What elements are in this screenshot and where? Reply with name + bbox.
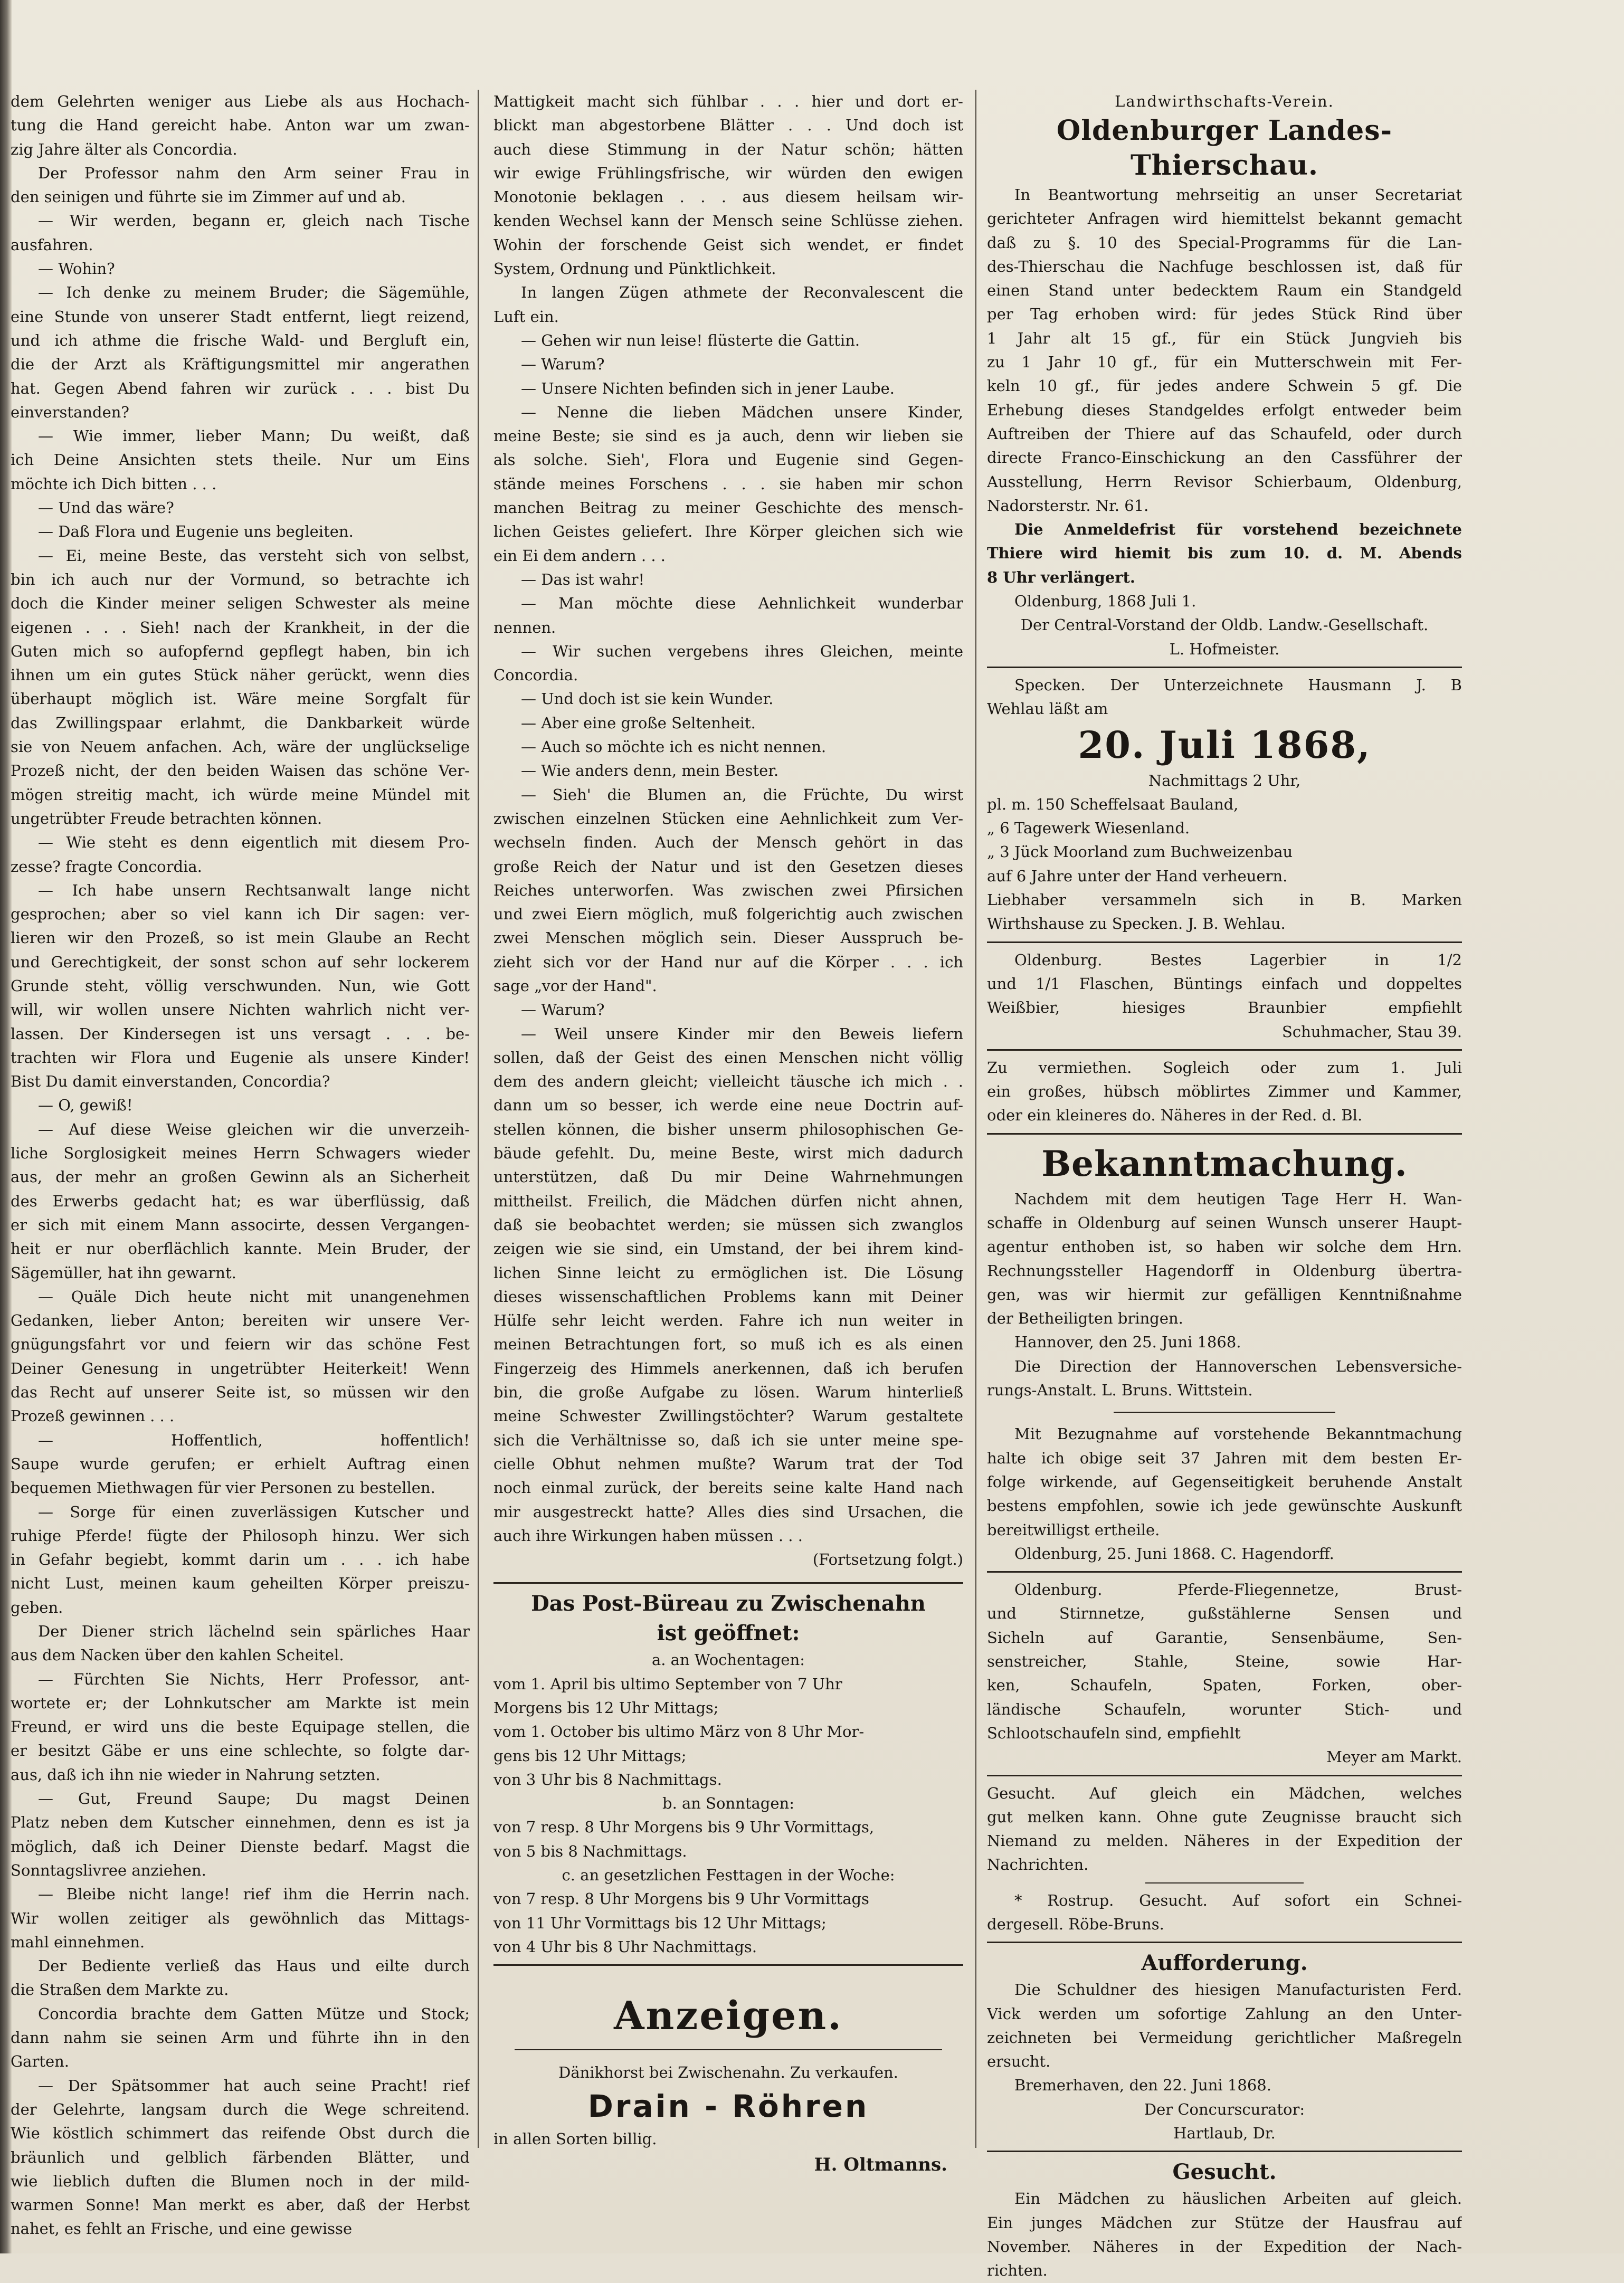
story-line: dem Gelehrten weniger aus Liebe als aus Hochach- <box>11 92 470 110</box>
story-line: in Gefahr begiebt, kommt darin um . . . ich habe <box>11 1550 470 1569</box>
story-line: — Und doch ist sie kein Wunder. <box>521 690 774 708</box>
story-line: Fingerzeig des Himmels anerkennen, daß ich berufen <box>493 1359 963 1377</box>
anzeigen-rule <box>515 2049 942 2050</box>
ad-line: ken, Schaufeln, Spaten, Forken, ober- <box>987 1676 1462 1695</box>
story-line: der Gelehrte, langsam durch die Wege schreitend. <box>11 2100 470 2118</box>
story-line: die der Arzt als Kräftigungsmittel mir angerathen <box>11 355 470 374</box>
post-office-notice <box>493 1589 963 1959</box>
story-line: nennen. <box>493 618 556 636</box>
story-line: bräunlich und gelblich färbenden Blätter, und <box>11 2148 470 2166</box>
story-line: und zwei Eiern möglich, muß folgerichtig auch zwischen <box>493 905 963 924</box>
story-line: — Ei, meine Beste, das versteht sich von selbst, <box>38 546 470 565</box>
story-line: dem des andern gleicht; vielleicht täusche ich mich . . <box>493 1072 963 1091</box>
wehlau-date: 20. Juli 1868, <box>1078 722 1371 767</box>
story-line: Garten. <box>11 2052 70 2071</box>
story-line: lassen. Der Kindersegen ist uns versagt . . . be- <box>11 1024 470 1043</box>
ad-line: Ausstellung, Herrn Revisor Schierbaum, Oldenburg, <box>987 472 1462 491</box>
ad-line: senstreicher, Stahle, Steine, sowie Har- <box>987 1652 1462 1671</box>
story-line: — Ich denke zu meinem Bruder; die Sägemühle, <box>38 283 470 302</box>
ad-line: keln 10 gf., für jedes andere Schwein 5 gf. Die <box>987 377 1462 395</box>
story-line: wir ewige Frühlingsfrische, wir würden den ewigen <box>493 164 963 182</box>
story-line: auch diese Stimmung in der Natur schön; hätten <box>493 140 963 158</box>
ad-line: Sicheln auf Garantie, Sensenbäume, Sen- <box>987 1628 1462 1647</box>
story-line: meinen Betrachtungen fort, so muß ich es als einen <box>493 1335 963 1354</box>
story-line: ein Ei dem andern . . . <box>493 546 666 565</box>
story-line: ungetrübter Freude betrachten können. <box>11 809 322 827</box>
story-line: — Warum? <box>521 355 605 374</box>
bekannt-title: Bekanntmachung. <box>1041 1143 1408 1184</box>
story-line: — Bleibe nicht lange! rief ihm die Herrin nach. <box>38 1885 470 1904</box>
ad-line: Erhebung dieses Standgeldes erfolgt entweder beim <box>987 401 1462 419</box>
thierschau-date: Oldenburg, 1868 Juli 1. <box>1014 592 1196 611</box>
column-2-story <box>493 90 963 1572</box>
ad-line: agentur enthoben ist, so haben wir solche dem Hrn. <box>987 1238 1462 1256</box>
post-a-lines <box>493 1672 963 1792</box>
story-line: zesse? fragte Concordia. <box>11 857 202 876</box>
ad-line: Die Direction der Hannoverschen Lebensversiche- <box>1014 1357 1462 1375</box>
ad-line: Hannover, den 25. Juni 1868. <box>1014 1333 1241 1352</box>
post-line: von 5 bis 8 Nachmittags. <box>493 1842 687 1860</box>
post-sub-c: c. an gesetzlichen Festtagen in der Woche: <box>562 1866 895 1885</box>
story-line: Deiner Genesung in ungetrübter Heiterkeit! Wenn <box>11 1359 470 1377</box>
rule-after-wehlau <box>987 941 1462 943</box>
story-line: wechseln finden. Auch der Mensch gehört in das <box>493 833 963 852</box>
ad-line: oder ein kleineres do. Näheres in der Red. d. Bl. <box>987 1106 1363 1125</box>
story-line: — Das ist wahr! <box>521 570 645 588</box>
ad-line: Bremerhaven, den 22. Juni 1868. <box>1014 2076 1271 2095</box>
ad-line: Der Concurscurator: <box>1144 2100 1305 2118</box>
ad-line: Niemand zu melden. Näheres in der Expedition der <box>987 1832 1462 1850</box>
thierschau-title: Oldenburger Landes-Thierschau. <box>1056 115 1393 182</box>
story-line: — Quäle Dich heute nicht mit unangenehmen <box>38 1287 470 1306</box>
story-line: cielle Obhut nehmen mußte? Warum trat der Tod <box>493 1454 963 1473</box>
story-line: Grunde steht, völlig verschwunden. Nun, wie Gott <box>11 976 470 995</box>
ad-line: auf 6 Jahre unter der Hand verheuern. <box>987 867 1288 885</box>
story-line: — Wir suchen vergebens ihres Gleichen, meinte <box>521 642 963 660</box>
ad-line: directe Franco-Einschickung an den Cassführer der <box>987 449 1462 467</box>
story-line: — Man möchte diese Aehnlichkeit wunderbar <box>521 594 963 613</box>
story-line: — Daß Flora und Eugenie uns begleiten. <box>38 522 354 541</box>
ad-line: daß zu §. 10 des Special-Programms für die Lan- <box>987 233 1462 252</box>
story-line: aus dem Nacken über den kahlen Scheitel. <box>11 1646 344 1664</box>
story-line: das Zwillingspaar erlahmt, die Dankbarkeit würde <box>11 714 470 732</box>
ad-line: halte ich obige seit 37 Jahren mit dem besten Er- <box>987 1449 1462 1467</box>
story-line: — Wohin? <box>38 260 115 278</box>
story-line: — Warum? <box>521 1001 605 1019</box>
thierschau-sign2: L. Hofmeister. <box>1169 640 1280 658</box>
story-line: bäude gefehlt. Du, meine Beste, wirst mich dadurch <box>493 1144 963 1163</box>
story-line: daß sie beobachtet werden; sie müssen sich zwanglos <box>493 1215 963 1234</box>
thierschau-body <box>987 183 1462 518</box>
story-line: Wohin der forschende Geist sich wendet, er findet <box>493 235 963 254</box>
ad-line: Mit Bezugnahme auf vorstehende Bekanntmachung <box>1014 1425 1462 1443</box>
ad-line: Oldenburg. Pferde-Fliegennetze, Brust- <box>1014 1581 1462 1599</box>
story-line: lichen Sinne leicht zu ermöglichen ist. Die Lösung <box>493 1263 963 1282</box>
story-line: Wir wollen zeitiger als gewöhnlich das Mittags- <box>11 1909 470 1927</box>
story-line: (Fortsetzung folgt.) <box>812 1550 963 1569</box>
story-line: er besitzt Gäbe er uns eine schlechte, so folgte dar- <box>11 1742 470 1760</box>
binding-gutter <box>0 0 12 2253</box>
story-line: möchte ich Dich bitten . . . <box>11 474 217 493</box>
hagendorff-body <box>987 1422 1462 1566</box>
story-line: noch einmal zurück, der bereits seine kalte Hand nach <box>493 1479 963 1497</box>
gesucht-2-body <box>987 2187 1462 2282</box>
drain-line1: Dänikhorst bei Zwischenahn. Zu verkaufen. <box>558 2063 898 2082</box>
meyer-ad <box>987 1578 1462 1769</box>
ad-line: Zu vermiethen. Sogleich oder zum 1. Juli <box>987 1058 1462 1077</box>
vermiethen-ad <box>987 1056 1462 1128</box>
story-line: — Sorge für einen zuverlässigen Kutscher und <box>38 1502 470 1521</box>
story-line: — Und das wäre? <box>38 499 174 517</box>
ad-line: Nachmittags 2 Uhr, <box>1148 771 1301 789</box>
story-line: Freund, er wird uns die beste Equipage stellen, die <box>11 1718 470 1736</box>
ad-line: gerichteter Anfragen wird hiemittelst bekannt gemacht <box>987 210 1462 228</box>
story-line: Prozeß nicht, der den beiden Waisen das schöne Ver- <box>11 762 470 780</box>
story-line: eigenen . . . Sieh! nach der Krankheit, in der die <box>11 618 470 636</box>
story-line: zwei Menschen möglich sein. Dieser Ausspruch be- <box>493 929 963 947</box>
story-line: mittheilst. Freilich, die Mädchen dürfen nicht ahnen, <box>493 1192 963 1210</box>
ad-line: 8 Uhr verlängert. <box>987 568 1135 586</box>
bekannt-body <box>987 1187 1462 1403</box>
story-line: hat. Gegen Abend fahren wir zurück . . . bist Du <box>11 379 470 397</box>
story-line: trachten wir Flora und Eugenie als unsere Kinder! <box>11 1048 470 1067</box>
story-line: will, wir wollen unsere Nichten wahrlich nicht ver- <box>11 1001 470 1019</box>
post-title-2: ist geöffnet: <box>657 1621 800 1646</box>
story-line: — Wie immer, lieber Mann; Du weißt, daß <box>38 427 470 445</box>
rule-after-rostrup <box>987 1942 1462 1943</box>
rule-after-meyer <box>987 1775 1462 1776</box>
ad-line: Ein junges Mädchen zur Stütze der Hausfrau auf <box>987 2213 1462 2232</box>
story-line: mögen streitig macht, ich würde meine Mündel mit <box>11 785 470 804</box>
story-line: manchen Beitrag zu meiner Geschichte des mensch- <box>493 499 963 517</box>
story-line: sage „vor der Hand". <box>493 976 657 995</box>
story-line: sich die Verhältnisse so, daß ich sie unter meine spe- <box>493 1431 963 1449</box>
ad-line: * Rostrup. Gesucht. Auf sofort ein Schnei- <box>1014 1891 1462 1909</box>
story-line: den seinigen und führte sie im Zimmer auf und ab. <box>11 188 406 206</box>
story-line: aus, daß ich ihn nie wieder in Nahrung setzten. <box>11 1765 381 1784</box>
post-line: von 3 Uhr bis 8 Nachmittags. <box>493 1770 722 1789</box>
story-line: gesprochen; aber so viel kann ich Dir sagen: ver- <box>11 905 470 924</box>
story-line: — Gut, Freund Saupe; Du magst Deinen <box>38 1790 470 1808</box>
story-line: Der Diener strich lächelnd sein spärliches Haar <box>38 1622 470 1640</box>
anzeigen-heading: Anzeigen. <box>614 1993 843 2039</box>
ad-line: zeichneten bei Vermeidung gerichtlicher Maßregeln <box>987 2028 1462 2047</box>
story-line: lichen Geistes geliefert. Ihre Körper gleichen sich wie <box>493 522 963 541</box>
column-rule-2 <box>975 90 976 2148</box>
story-line: einverstanden? <box>11 403 129 421</box>
story-line: sie von Neuem anfachen. Ach, wäre der unglückselige <box>11 738 470 756</box>
ad-line: November. Näheres in der Expedition der Nach- <box>987 2237 1462 2256</box>
post-c-lines <box>493 1887 963 1959</box>
story-line: Prozeß gewinnen . . . <box>11 1407 175 1425</box>
ad-line: Ein Mädchen zu häuslichen Arbeiten auf gleich. <box>1014 2190 1462 2208</box>
story-line: — Weil unsere Kinder mir den Beweis liefern <box>521 1024 963 1043</box>
ad-line: Nadorsterstr. Nr. 61. <box>987 496 1149 515</box>
story-line: doch die Kinder meiner seligen Schwester als meine <box>11 594 470 613</box>
ad-line: Die Anmeldefrist für vorstehend bezeichnete <box>1014 520 1462 539</box>
story-line: bequemen Miethwagen für vier Personen zu bestellen. <box>11 1479 435 1497</box>
thierschau-bold <box>987 518 1462 589</box>
rule-after-bekannt <box>1114 1412 1335 1413</box>
story-line: zig Jahre älter als Concordia. <box>11 140 238 158</box>
ad-line: Meyer am Markt. <box>1326 1748 1462 1766</box>
ad-line: In Beantwortung mehrseitig an unser Secretariat <box>1014 186 1462 204</box>
ad-line: dergesell. Röbe-Bruns. <box>987 1915 1164 1933</box>
story-line: und ich athme die frische Wald- und Bergluft ein, <box>11 331 470 349</box>
thierschau-sign1: Der Central-Vorstand der Oldb. Landw.-Gesellschaft. <box>1020 616 1429 634</box>
story-line: Sonntagslivree anziehen. <box>11 1861 206 1879</box>
story-line: eine Stunde von unserer Stadt entfernt, liegt reizend, <box>11 307 470 326</box>
story-line: Guten mich so aufopfernd gepflegt haben, bin ich <box>11 642 470 660</box>
story-line: sollen, daß der Geist des einen Menschen nicht völlig <box>493 1048 963 1067</box>
story-line: Concordia. <box>493 666 578 684</box>
story-line: nahet, es fehlt an Frische, und eine gewisse <box>11 2220 353 2238</box>
ad-line: per Tag erhoben wird: für jedes Stück Rind über <box>987 305 1462 324</box>
story-line: mahl einnehmen. <box>11 1933 145 1951</box>
story-line: die Straßen dem Markte zu. <box>11 1981 229 1999</box>
story-line: zieht sich vor der Hand nur auf die Körper . . . ich <box>493 953 963 971</box>
story-line: große Reich der Natur und ist den Gesetzen dieses <box>493 857 963 876</box>
story-line: blickt man abgestorbene Blätter . . . Und doch ist <box>493 116 963 135</box>
story-line: meine Schwester Zwillingstöchter? Warum gestaltete <box>493 1407 963 1425</box>
post-line: von 11 Uhr Vormittags bis 12 Uhr Mittags; <box>493 1914 827 1932</box>
post-line: Morgens bis 12 Uhr Mittags; <box>493 1699 719 1717</box>
rule-after-gesucht1 <box>1145 1882 1304 1884</box>
story-line: tung die Hand gereicht habe. Anton war um zwan- <box>11 116 470 135</box>
drain-signature: H. Oltmanns. <box>814 2154 947 2175</box>
story-line: liche Sorglosigkeit meines Herrn Schwagers wieder <box>11 1144 470 1163</box>
ad-line: Schlootschaufeln sind, empfiehlt <box>987 1724 1241 1742</box>
story-line: aus, der mehr an großen Gewinn als an Sicherheit <box>11 1168 470 1186</box>
story-line: System, Ordnung und Pünktlichkeit. <box>493 260 776 278</box>
story-line: Mattigkeit macht sich fühlbar . . . hier und dort er- <box>493 92 963 110</box>
rule-after-hagendorff <box>987 1571 1462 1573</box>
story-line: — Auf diese Weise gleichen wir die unverzeih- <box>38 1120 470 1138</box>
story-line: er sich mit einem Mann associrte, dessen Vergangen- <box>11 1215 470 1234</box>
ad-line: 1 Jahr alt 15 gf., für ein Stück Jungvieh bis <box>987 329 1462 347</box>
post-line: von 4 Uhr bis 8 Uhr Nachmittags. <box>493 1937 757 1956</box>
ad-line: Nachdem mit dem heutigen Tage Herr H. Wan- <box>1014 1190 1462 1208</box>
column-3-ads <box>987 90 1462 2283</box>
ad-line: gen, was wir hiermit zur gefälligen Kenntnißnahme <box>987 1285 1462 1304</box>
rostrup-ad <box>987 1889 1462 1937</box>
ad-line: bestens empfohlen, sowie ich jede gewünschte Auskunft <box>987 1497 1462 1515</box>
story-line: — Wir werden, begann er, gleich nach Tische <box>38 212 470 230</box>
story-line: — Fürchten Sie Nichts, Herr Professor, ant- <box>38 1670 470 1688</box>
story-line: — Unsere Nichten befinden sich in jener Laube. <box>521 379 895 397</box>
story-line: stände meines Forschens . . . sie haben mir schon <box>493 474 963 493</box>
ad-line: Hartlaub, Dr. <box>1173 2124 1276 2143</box>
column-2 <box>493 90 963 2179</box>
ad-line: „ 6 Tagewerk Wiesenland. <box>987 819 1190 838</box>
ad-line: Gesucht. Auf gleich ein Mädchen, welches <box>987 1784 1462 1802</box>
story-line: dann nahm sie seinen Arm und führte ihn in den <box>11 2029 470 2047</box>
ad-line: Nachrichten. <box>987 1856 1089 1874</box>
story-line: Monotonie beklagen . . . aus diesem heilsam wir- <box>493 188 963 206</box>
ad-line: bereitwilligst ertheile. <box>987 1520 1160 1539</box>
ad-line: Thiere wird hiemit bis zum 10. d. M. Abends <box>987 544 1462 563</box>
rule-after-aufforderung <box>987 2151 1462 2152</box>
rule-after-lagerbier <box>987 1049 1462 1051</box>
post-line: von 7 resp. 8 Uhr Morgens bis 9 Uhr Vormittags, <box>493 1818 875 1837</box>
story-line: kenden Wechsel kann der Mensch seine Schlüsse ziehen. <box>493 212 963 230</box>
rule-after-vermiethen <box>987 1133 1462 1135</box>
story-line: Hülfe sehr leicht werden. Fahre ich nun weiter in <box>493 1311 963 1330</box>
story-line: nicht Lust, meinen kaum geheilten Körper preiszu- <box>11 1574 470 1593</box>
ad-line: Oldenburg, 25. Juni 1868. C. Hagendorff. <box>1014 1544 1334 1563</box>
ad-line: gut melken kann. Ohne gute Zeugnisse braucht sich <box>987 1808 1462 1826</box>
column-rule-1 <box>478 90 479 2148</box>
story-line: In langen Zügen athmete der Reconvalescent die <box>521 283 963 302</box>
story-line: — Auch so möchte ich es nicht nennen. <box>521 738 827 756</box>
ad-line: folge wirkende, auf Gegenseitigkeit beruhende Anstalt <box>987 1472 1462 1491</box>
column-1-story <box>11 90 470 2241</box>
drain-title: Drain - Röhren <box>587 2088 869 2124</box>
story-line: mir ausgestreckt hatte? Alles dies sind Ursachen, die <box>493 1502 963 1521</box>
story-line: möglich, daß ich Deiner Dienste bedarf. Magst die <box>11 1837 470 1856</box>
story-line: meine Beste; sie sind es ja auch, denn wir lieben sie <box>493 427 963 445</box>
story-line: Luft ein. <box>493 307 559 326</box>
post-sub-a: a. an Wochentagen: <box>651 1651 805 1669</box>
ad-line: Rechnungssteller Hagendorff in Oldenburg übertra- <box>987 1261 1462 1280</box>
ad-line: ländische Schaufeln, worunter Stich- und <box>987 1700 1462 1718</box>
story-line: Platz neben dem Kutscher einnehmen, denn es ist ja <box>11 1813 470 1832</box>
ad-line: rungs-Anstalt. L. Bruns. Wittstein. <box>987 1381 1253 1400</box>
story-line: Der Professor nahm den Arm seiner Frau in <box>38 164 470 182</box>
story-line: — O, gewiß! <box>38 1096 133 1115</box>
story-line: bin, die große Aufgabe zu lösen. Warum hinterließ <box>493 1383 963 1402</box>
story-line: Gedanken, lieber Anton; bereiten wir unsere Ver- <box>11 1311 470 1330</box>
story-line: Bist Du damit einverstanden, Concordia? <box>11 1072 330 1091</box>
ad-line: schaffe in Oldenburg auf seinen Wunsch unserer Haupt- <box>987 1213 1462 1232</box>
post-title-1: Das Post-Büreau zu Zwischenahn <box>531 1591 926 1616</box>
story-line: — Wie steht es denn eigentlich mit diesem Pro- <box>38 833 470 852</box>
ad-line: Schuhmacher, Stau 39. <box>1282 1022 1462 1041</box>
story-line: bin ich auch nur der Vormund, so betrachte ich <box>11 570 470 588</box>
post-line: vom 1. October bis ultimo März von 8 Uhr Mor- <box>493 1723 865 1741</box>
aufforderung-body <box>987 1978 1462 2145</box>
ad-line: Die Schuldner des hiesigen Manufacturisten Ferd. <box>1014 1981 1462 1999</box>
story-line: Reiches unterworfen. Was zwischen zwei Pfirsichen <box>493 881 963 899</box>
story-line: als solche. Sieh', Flora und Eugenie sind Gegen- <box>493 451 963 469</box>
story-line: dann um so besser, ich werde eine neue Doctrin auf- <box>493 1096 963 1115</box>
ad-line: pl. m. 150 Scheffelsaat Bauland, <box>987 795 1239 813</box>
story-line: lieren wir den Prozeß, so ist mein Glaube an Recht <box>11 929 470 947</box>
story-line: wie lieblich duften die Blumen noch in der mild- <box>11 2172 470 2190</box>
story-line: des Erwerbs gedacht hat; es war überflüssig, daß <box>11 1192 470 1210</box>
post-bottom-rule <box>493 1964 963 1966</box>
story-line: Der Bediente verließ das Haus und eilte durch <box>38 1957 470 1975</box>
verein-label: Landwirthschafts-Verein. <box>1115 92 1334 110</box>
story-line: heit er nur oberflächlich kannte. Mein Bruder, der <box>11 1240 470 1258</box>
ad-line: Auftreiben der Thiere auf das Schaufeld, oder durch <box>987 424 1462 443</box>
post-sub-b: b. an Sonntagen: <box>662 1794 794 1813</box>
drain-line2: in allen Sorten billig. <box>493 2129 657 2148</box>
story-line: — Aber eine große Seltenheit. <box>521 714 756 732</box>
story-line: zwischen einzelnen Stücken eine Aehnlichkeit zum Ver- <box>493 809 963 827</box>
story-line: dieses wissenschaftlichen Problems kann mit Deiner <box>493 1287 963 1306</box>
wehlau-body <box>987 769 1462 936</box>
ad-line: Wirthshause zu Specken. J. B. Wehlau. <box>987 915 1286 933</box>
ad-line: richten. <box>987 2261 1048 2280</box>
story-line: ausfahren. <box>11 235 93 254</box>
drain-ad <box>493 2061 963 2179</box>
post-line: vom 1. April bis ultimo September von 7 Uhr <box>493 1675 842 1693</box>
story-line: — Hoffentlich, hoffentlich! <box>38 1431 470 1449</box>
story-line: und Gerechtigkeit, der sonst schon auf sehr lockerem <box>11 953 470 971</box>
story-line: warmen Sonne! Man merkt es aber, daß der Herbst <box>11 2196 470 2214</box>
ad-line: „ 3 Jück Moorland zum Buchweizenbau <box>987 843 1293 861</box>
story-line: wortete er; der Lohnkutscher am Markte ist mein <box>11 1694 470 1712</box>
lagerbier-ad <box>987 948 1462 1044</box>
ad-line: Oldenburg. Bestes Lagerbier in 1/2 <box>1014 950 1462 969</box>
story-line: — Wie anders denn, mein Bester. <box>521 762 779 780</box>
post-line: von 7 resp. 8 Uhr Morgens bis 9 Uhr Vormittags <box>493 1890 869 1908</box>
post-b-lines <box>493 1815 963 1863</box>
story-line: — Nenne die lieben Mädchen unsere Kinder, <box>521 403 963 421</box>
story-line: Saupe wurde gerufen; er erhielt Auftrag einen <box>11 1454 470 1473</box>
story-line: — Der Spätsommer hat auch seine Pracht! rief <box>38 2076 470 2095</box>
story-line: auch ihre Wirkungen haben müssen . . . <box>493 1526 803 1545</box>
story-line: Sägemüller, hat ihn gewarnt. <box>11 1263 236 1282</box>
post-line: gens bis 12 Uhr Mittags; <box>493 1746 687 1765</box>
post-top-rule <box>493 1582 963 1584</box>
ad-line: Weißbier, hiesiges Braunbier empfiehlt <box>987 998 1462 1017</box>
story-line: — Gehen wir nun leise! flüsterte die Gattin. <box>521 331 860 349</box>
ad-line: einen Stand unter bedecktem Raum ein Standgeld <box>987 281 1462 300</box>
ad-line: der Betheiligten bringen. <box>987 1309 1183 1328</box>
wehlau-intro2: Wehlau läßt am <box>987 700 1108 718</box>
aufforderung-title: Aufforderung. <box>1141 1951 1308 1976</box>
ad-line: zu 1 Jahr 10 gf., für ein Mutterschwein mit Fer- <box>987 353 1462 372</box>
wehlau-intro: Specken. Der Unterzeichnete Hausmann J. B <box>1014 676 1462 694</box>
story-line: ihnen um ein gutes Stück näher gerückt, wenn dies <box>11 666 470 684</box>
story-line: das Recht auf unserer Seite ist, so müssen wir den <box>11 1383 470 1402</box>
ad-line: ersucht. <box>987 2052 1051 2071</box>
story-line: — Sieh' die Blumen an, die Früchte, Du wirst <box>521 785 963 804</box>
story-line: Concordia brachte dem Gatten Mütze und Stock; <box>38 2004 470 2023</box>
gesucht-1-ad <box>987 1782 1462 1877</box>
rule-after-thierschau <box>987 667 1462 668</box>
story-line: zeigen wie sie sind, ein Umstand, der bei ihrem kind- <box>493 1240 963 1258</box>
ad-line: Vick werden um sofortige Zahlung an den Unter- <box>987 2004 1462 2023</box>
story-line: geben. <box>11 1598 63 1616</box>
ad-line: des-Thierschau die Nachfuge beschlossen ist, daß für <box>987 257 1462 275</box>
story-line: unterstützen, daß Du mir Deine Wahrnehmungen <box>493 1168 963 1186</box>
ad-line: und 1/1 Flaschen, Büntings einfach und doppeltes <box>987 974 1462 993</box>
story-line: ich Deine Ansichten stets theile. Nur um Eins <box>11 451 470 469</box>
story-line: überhaupt möglich ist. Wäre meine Sorgfalt für <box>11 690 470 708</box>
story-line: gnügungsfahrt vor und feiern wir das schöne Fest <box>11 1335 470 1354</box>
story-line: stellen können, die bisher unserm philosophischen Ge- <box>493 1120 963 1138</box>
ad-line: ein großes, hübsch möblirtes Zimmer und Kammer, <box>987 1082 1462 1101</box>
story-line: — Ich habe unsern Rechtsanwalt lange nicht <box>38 881 470 899</box>
ad-line: und Stirnnetze, gußstählerne Sensen und <box>987 1604 1462 1623</box>
story-line: ruhige Pferde! fügte der Philosoph hinzu. Wer sich <box>11 1526 470 1545</box>
story-line: Wie köstlich schimmert das reifende Obst durch die <box>11 2124 470 2143</box>
gesucht-2-title: Gesucht. <box>1172 2160 1277 2185</box>
ad-line: Liebhaber versammeln sich in B. Marken <box>987 891 1462 909</box>
